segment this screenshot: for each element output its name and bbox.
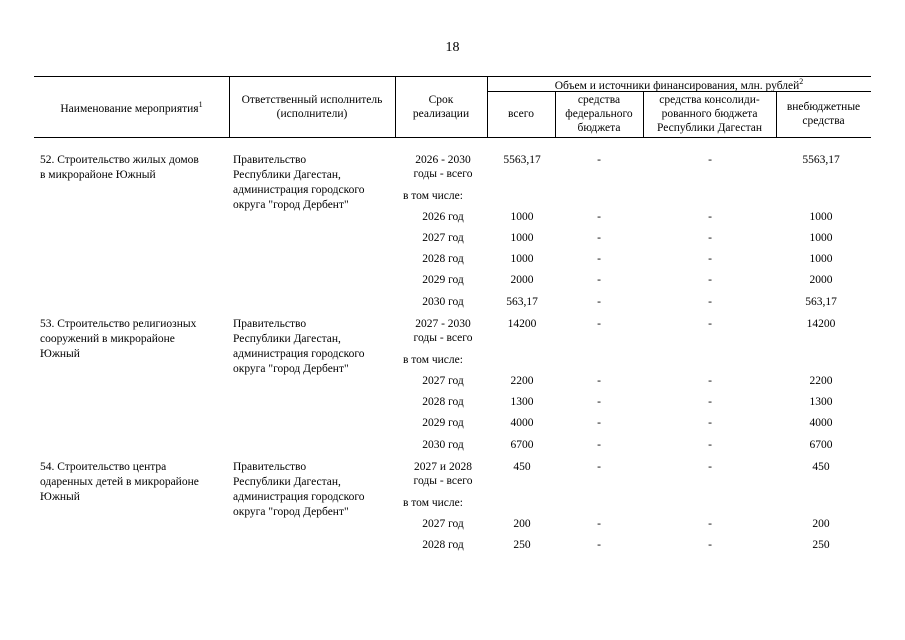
year-label: 2028 год [422, 539, 464, 551]
including-label: в том числе: [403, 190, 463, 202]
extra-value: 5563,17 [802, 154, 840, 166]
year-label: 2027 год [422, 232, 464, 244]
extra-value: 563,17 [805, 296, 837, 308]
project-responsible: Правительство Республики Дагестан, администрация городского округа "город Дербент" [233, 461, 365, 518]
extra-value: 2000 [809, 274, 833, 286]
regional-value: - [708, 375, 712, 387]
regional-value: - [708, 439, 712, 451]
total-value: 14200 [507, 318, 537, 330]
federal-value: - [597, 417, 601, 429]
total-value: 2200 [510, 375, 534, 387]
federal-value: - [597, 318, 601, 330]
regional-value: - [708, 211, 712, 223]
total-value: 450 [513, 461, 531, 473]
including-label: в том числе: [403, 354, 463, 366]
regional-value: - [708, 461, 712, 473]
regional-value: - [708, 232, 712, 244]
year-label: 2030 год [422, 296, 464, 308]
project-name: 53. Строительство религиозных сооружений в микрорайоне Южный [40, 318, 197, 360]
total-value: 4000 [510, 417, 534, 429]
regional-value: - [708, 518, 712, 530]
regional-value: - [708, 154, 712, 166]
year-label: 2027 год [422, 375, 464, 387]
project-responsible: Правительство Республики Дагестан, администрация городского округа "город Дербент" [233, 318, 365, 375]
federal-value: - [597, 396, 601, 408]
federal-value: - [597, 296, 601, 308]
project-name: 52. Строительство жилых домов в микрорайоне Южный [40, 154, 199, 181]
federal-value: - [597, 461, 601, 473]
header-name: Наименование мероприятия$^1$ [60, 99, 203, 115]
year-label: 2028 год [422, 253, 464, 265]
total-value: 563,17 [506, 296, 538, 308]
federal-value: - [597, 375, 601, 387]
total-value: 6700 [510, 439, 534, 451]
project-responsible: Правительство Республики Дагестан, администрация городского округа "город Дербент" [233, 154, 365, 211]
federal-value: - [597, 274, 601, 286]
project-term: 2027 - 2030 годы - всего [413, 318, 473, 344]
total-value: 1000 [510, 253, 534, 265]
extra-value: 1300 [809, 396, 833, 408]
total-value: 1000 [510, 232, 534, 244]
regional-value: - [708, 274, 712, 286]
including-label: в том числе: [403, 497, 463, 509]
header-total: всего [508, 108, 534, 120]
extra-value: 1000 [809, 253, 833, 265]
total-value: 1300 [510, 396, 534, 408]
table-header-bottom-border [34, 137, 871, 138]
federal-value: - [597, 232, 601, 244]
total-value: 200 [513, 518, 531, 530]
total-value: 250 [513, 539, 531, 551]
extra-value: 14200 [806, 318, 836, 330]
project-term: 2026 - 2030 годы - всего [413, 154, 473, 180]
regional-value: - [708, 296, 712, 308]
header-extra: внебюджетные средства [786, 101, 861, 127]
federal-value: - [597, 154, 601, 166]
total-value: 2000 [510, 274, 534, 286]
regional-value: - [708, 253, 712, 265]
header-federal: средства федерального бюджета [565, 94, 633, 134]
federal-value: - [597, 439, 601, 451]
regional-value: - [708, 539, 712, 551]
header-funding: Объем и источники финансирования, млн. рублей$^2$ [554, 76, 804, 92]
extra-value: 2200 [809, 375, 833, 387]
project-name: 54. Строительство центра одаренных детей в микрорайоне Южный [40, 461, 199, 503]
federal-value: - [597, 211, 601, 223]
year-label: 2029 год [422, 274, 464, 286]
regional-value: - [708, 318, 712, 330]
federal-value: - [597, 539, 601, 551]
extra-value: 4000 [809, 417, 833, 429]
extra-value: 1000 [809, 232, 833, 244]
year-label: 2028 год [422, 396, 464, 408]
header-responsible: Ответственный исполнитель (исполнители) [241, 93, 383, 120]
total-value: 5563,17 [503, 154, 541, 166]
year-label: 2026 год [422, 211, 464, 223]
extra-value: 6700 [809, 439, 833, 451]
regional-value: - [708, 417, 712, 429]
year-label: 2029 год [422, 417, 464, 429]
federal-value: - [597, 253, 601, 265]
year-label: 2030 год [422, 439, 464, 451]
extra-value: 200 [812, 518, 830, 530]
header-regional: средства консолиди- рованного бюджета Республики Дагестан [657, 94, 762, 134]
project-term: 2027 и 2028 годы - всего [413, 461, 473, 487]
total-value: 1000 [510, 211, 534, 223]
federal-value: - [597, 518, 601, 530]
extra-value: 1000 [809, 211, 833, 223]
regional-value: - [708, 396, 712, 408]
extra-value: 450 [812, 461, 830, 473]
page-number: 18 [445, 40, 460, 55]
year-label: 2027 год [422, 518, 464, 530]
extra-value: 250 [812, 539, 830, 551]
header-term: Срок реализации [412, 93, 470, 120]
